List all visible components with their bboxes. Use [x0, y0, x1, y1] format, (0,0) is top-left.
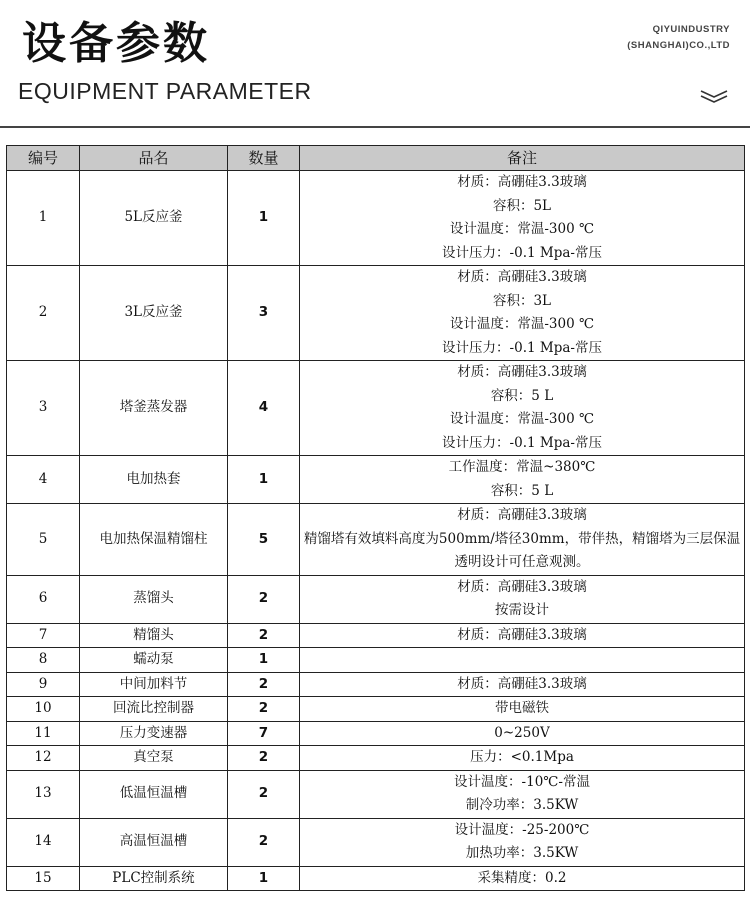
cell-no: 13: [7, 770, 80, 818]
cell-no: 10: [7, 697, 80, 722]
remark-line: 设计压力：-0.1 Mpa-常压: [442, 339, 602, 356]
cell-remarks: [300, 266, 745, 361]
remark-line: 容积：5L: [492, 197, 552, 214]
table-row: [7, 623, 745, 648]
remark-line: 采集精度：0.2: [477, 869, 567, 886]
equipment-parameter-table: [6, 145, 745, 891]
double-chevron-down-icon: [700, 88, 728, 104]
cell-no: 4: [7, 456, 80, 504]
page-title: 设备参数: [22, 18, 210, 69]
remark-line: 设计压力：-0.1 Mpa-常压: [442, 244, 602, 261]
cell-no: 15: [7, 866, 80, 891]
cell-name: 塔釜蒸发器: [80, 361, 228, 456]
cell-name: 低温恒温槽: [80, 770, 228, 818]
remark-line: 设计温度：-10℃-常温: [454, 773, 590, 790]
cell-no: 14: [7, 818, 80, 866]
table-row: [7, 672, 745, 697]
cell-name: 压力变速器: [80, 721, 228, 746]
cell-qty: 1: [228, 456, 300, 504]
cell-no: 3: [7, 361, 80, 456]
remark-line: 容积：5 L: [490, 387, 554, 404]
table-row: [7, 770, 745, 818]
cell-no: 6: [7, 575, 80, 623]
cell-remarks: [300, 623, 745, 648]
cell-qty: 3: [228, 266, 300, 361]
cell-qty: 2: [228, 697, 300, 722]
cell-no: 5: [7, 504, 80, 576]
column-header-no: 编号: [7, 146, 80, 171]
cell-name: 回流比控制器: [80, 697, 228, 722]
cell-name: 5L反应釜: [80, 171, 228, 266]
remark-line: 材质：高硼硅3.3玻璃: [457, 364, 587, 380]
remark-line: 精馏塔有效填料高度为500mm/塔径30mm，带伴热，精馏塔为三层保温透明设计可任意观测。: [303, 530, 741, 570]
cell-name: 电加热套: [80, 456, 228, 504]
table-header-row: [7, 146, 745, 171]
cell-name: 蒸馏头: [80, 575, 228, 623]
column-header-name: 品名: [80, 146, 228, 171]
remark-line: 设计温度：-25-200℃: [454, 821, 590, 838]
remark-line: 加热功率：3.5KW: [465, 845, 579, 861]
remark-line: 带电磁铁: [495, 700, 549, 716]
cell-no: 1: [7, 171, 80, 266]
cell-no: 8: [7, 648, 80, 673]
remark-line: 容积：3L: [492, 292, 552, 309]
cell-qty: 7: [228, 721, 300, 746]
cell-qty: 2: [228, 623, 300, 648]
cell-remarks: [300, 171, 745, 266]
column-header-remarks: 备注: [300, 146, 745, 171]
cell-remarks: [300, 504, 745, 576]
cell-qty: 4: [228, 361, 300, 456]
table-row: [7, 721, 745, 746]
remark-line: 按需设计: [495, 602, 549, 618]
cell-name: 精馏头: [80, 623, 228, 648]
cell-no: 9: [7, 672, 80, 697]
cell-no: 2: [7, 266, 80, 361]
remark-line: 容积：5 L: [490, 482, 554, 499]
cell-remarks: [300, 672, 745, 697]
page-subtitle: EQUIPMENT PARAMETER: [18, 78, 312, 104]
cell-no: 7: [7, 623, 80, 648]
remark-line: 材质：高硼硅3.3玻璃: [457, 578, 587, 595]
remark-line: 制冷功率：3.5KW: [465, 797, 579, 813]
table-row: [7, 866, 745, 891]
cell-remarks: [300, 866, 745, 891]
remark-line: 设计压力：-0.1 Mpa-常压: [442, 434, 602, 451]
cell-name: 电加热保温精馏柱: [80, 504, 228, 576]
cell-remarks: [300, 456, 745, 504]
cell-qty: 1: [228, 866, 300, 891]
cell-qty: 2: [228, 672, 300, 697]
cell-qty: 1: [228, 648, 300, 673]
table-row: [7, 648, 745, 673]
cell-no: 11: [7, 721, 80, 746]
cell-name: 3L反应釜: [80, 266, 228, 361]
cell-name: PLC控制系统: [80, 866, 228, 891]
remark-line: 压力：<0.1Mpa: [470, 749, 574, 765]
company-name-line2: (SHANGHAI)CO.,LTD: [627, 40, 730, 51]
table-row: [7, 697, 745, 722]
remark-line: 材质：高硼硅3.3玻璃: [457, 626, 587, 643]
remark-line: 0~250V: [494, 724, 550, 741]
header-divider: [0, 126, 750, 128]
table-row: [7, 575, 745, 623]
cell-remarks: [300, 721, 745, 746]
table-body: [7, 171, 745, 891]
table-row: [7, 456, 745, 504]
cell-qty: 1: [228, 171, 300, 266]
cell-name: 高温恒温槽: [80, 818, 228, 866]
cell-remarks: [300, 575, 745, 623]
table-row: [7, 266, 745, 361]
table-row: [7, 746, 745, 771]
cell-name: 真空泵: [80, 746, 228, 771]
table-row: [7, 361, 745, 456]
cell-qty: 2: [228, 746, 300, 771]
table-row: [7, 818, 745, 866]
cell-qty: 2: [228, 818, 300, 866]
remark-line: 设计温度：常温-300 ℃: [449, 316, 595, 332]
cell-no: 12: [7, 746, 80, 771]
remark-line: 设计温度：常温-300 ℃: [449, 411, 595, 427]
cell-remarks: [300, 697, 745, 722]
cell-qty: 2: [228, 770, 300, 818]
cell-remarks: [300, 746, 745, 771]
table-row: [7, 504, 745, 576]
remark-line: 工作温度：常温~380℃: [448, 459, 596, 475]
remark-line: 材质：高硼硅3.3玻璃: [457, 507, 587, 523]
table-row: [7, 171, 745, 266]
cell-remarks: [300, 770, 745, 818]
cell-qty: 2: [228, 575, 300, 623]
column-header-qty: 数量: [228, 146, 300, 171]
remark-line: 材质：高硼硅3.3玻璃: [457, 269, 587, 285]
cell-remarks: [300, 818, 745, 866]
cell-name: 蠕动泵: [80, 648, 228, 673]
remark-line: 材质：高硼硅3.3玻璃: [457, 174, 587, 190]
remark-line: 材质：高硼硅3.3玻璃: [457, 675, 587, 692]
company-name: [627, 22, 730, 54]
cell-qty: 5: [228, 504, 300, 576]
cell-name: 中间加料节: [80, 672, 228, 697]
company-name-line1: QIYUINDUSTRY: [652, 24, 730, 35]
cell-remarks: [300, 361, 745, 456]
cell-remarks: [300, 648, 745, 673]
remark-line: 设计温度：常温-300 ℃: [449, 221, 595, 237]
